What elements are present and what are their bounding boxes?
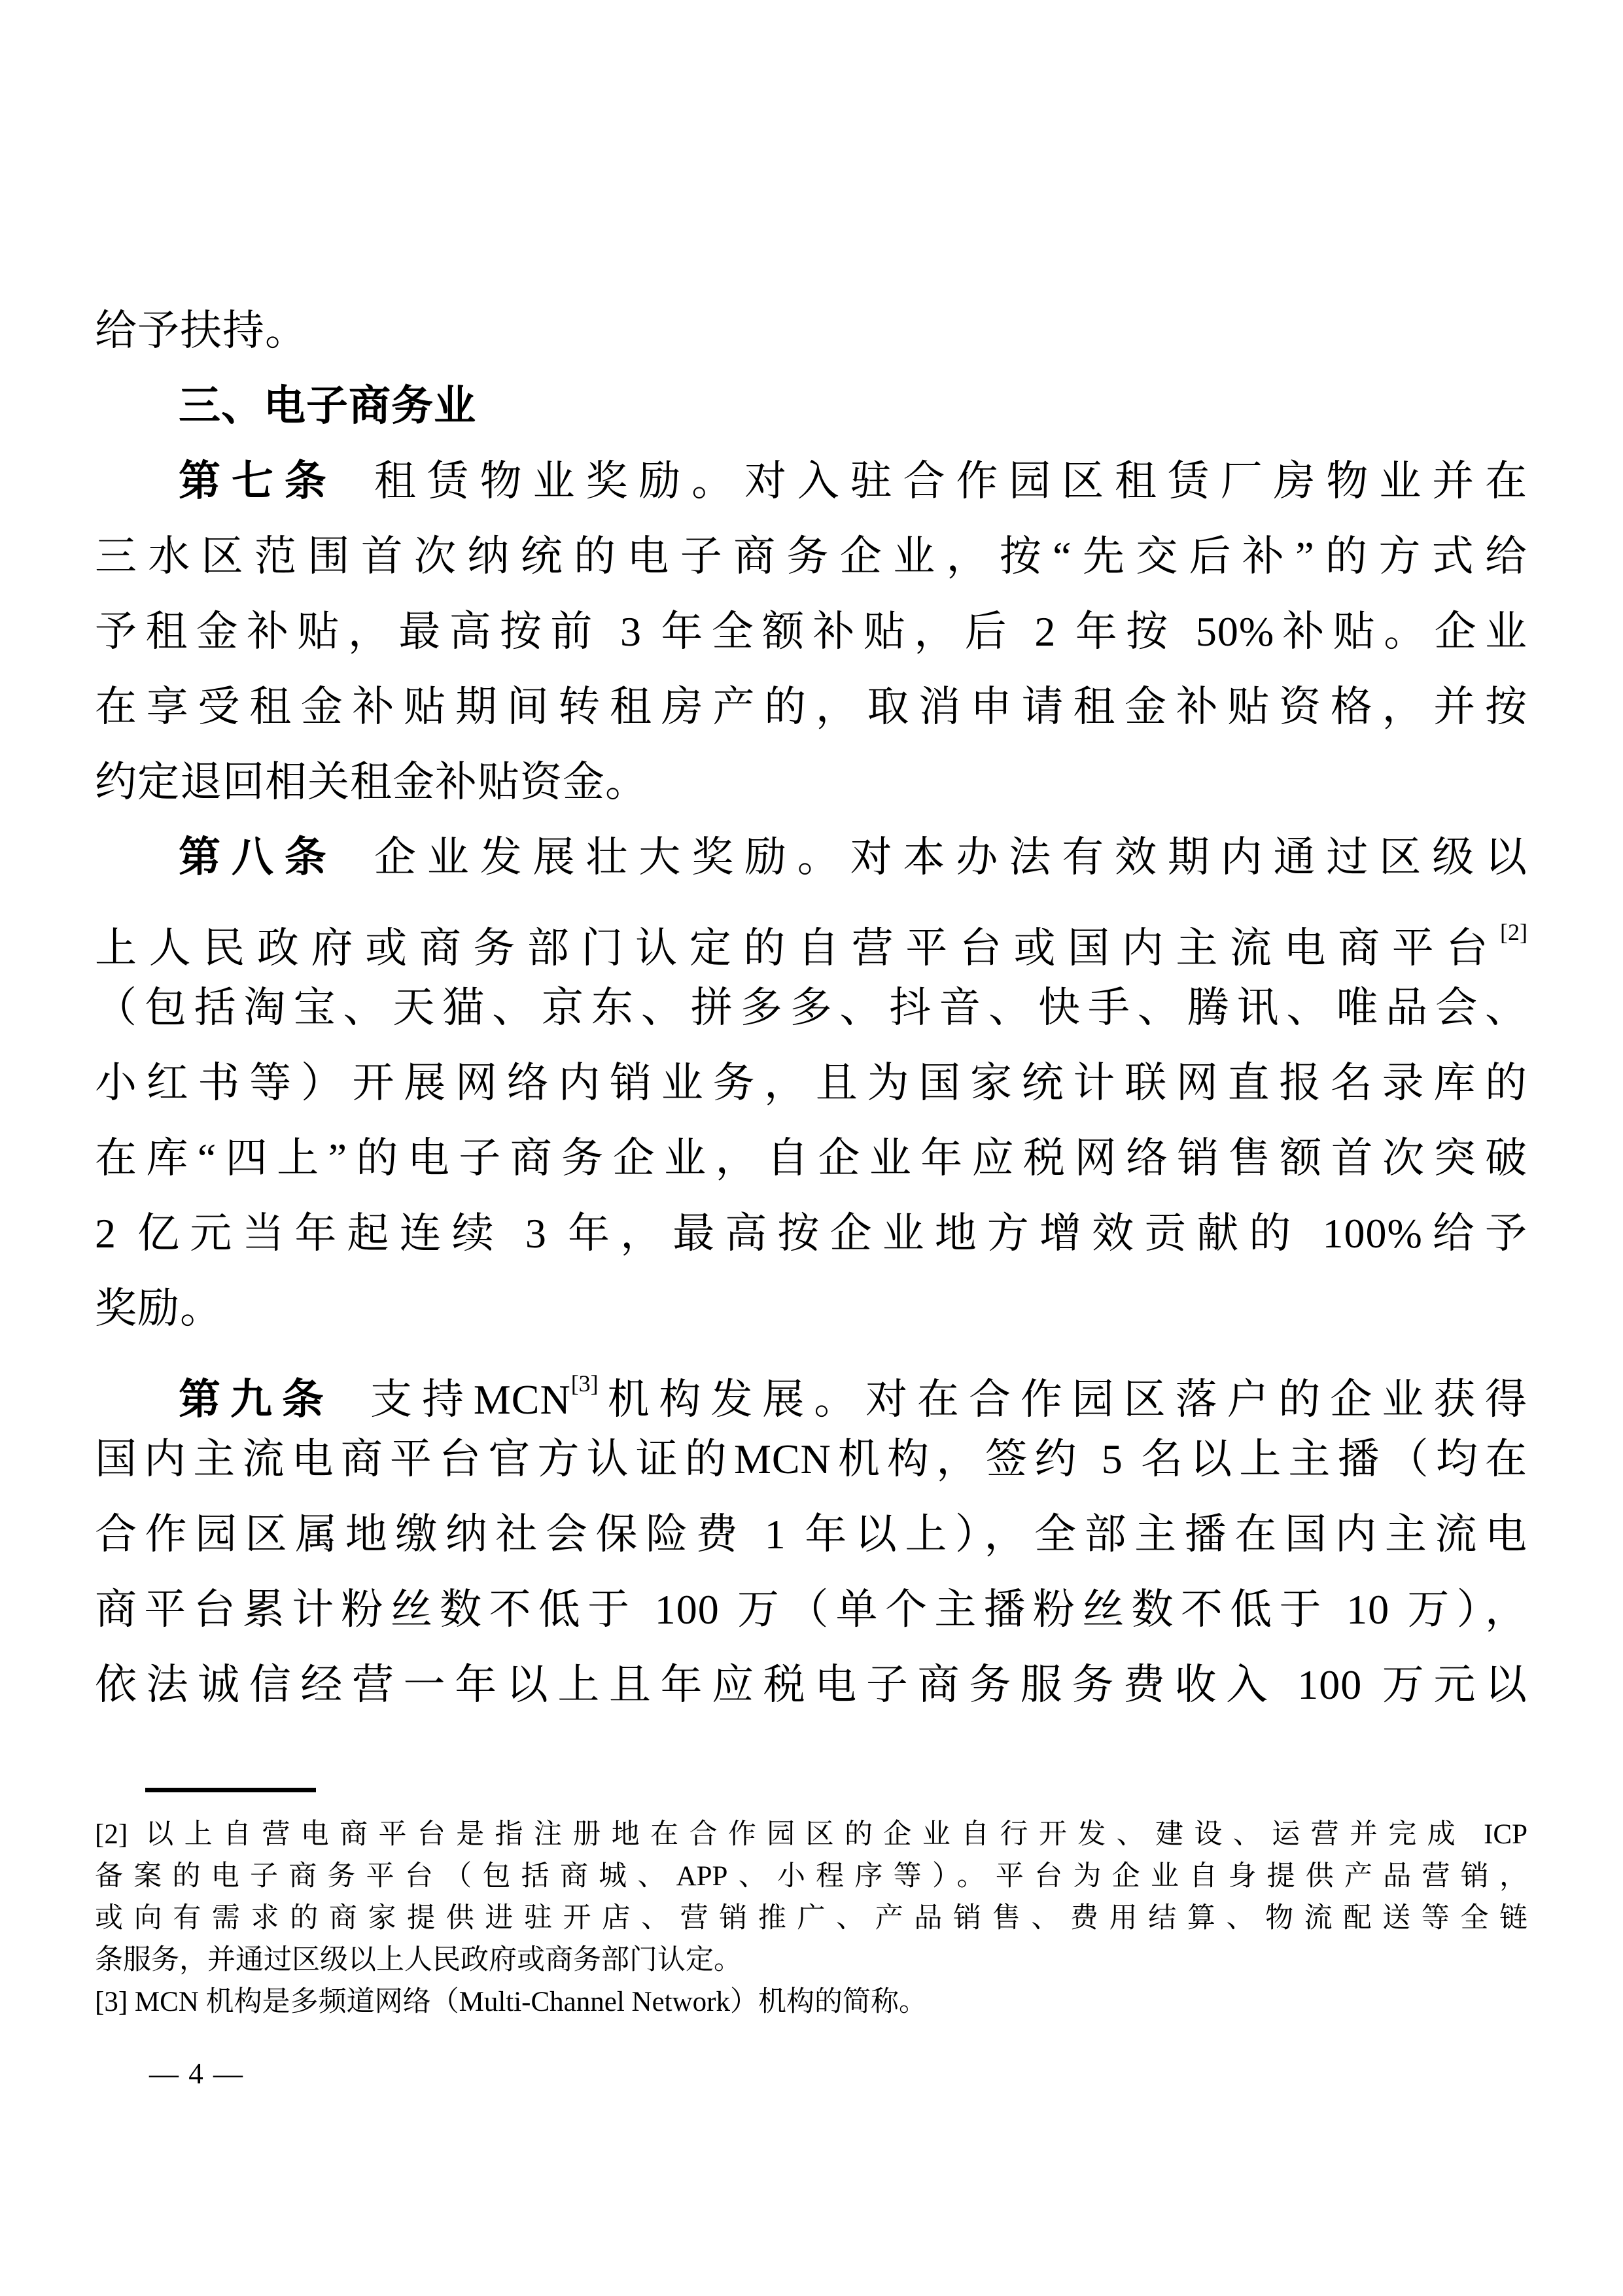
body-line-text: 三水区范围首次纳统的电子商务企业，按“先交后补”的方式给 [95,533,1527,580]
body-line [95,444,1527,519]
body-line-text: 上人民政府或商务部门认定的自营平台或国内主流电商平台 [95,925,1501,971]
body-line-text: 支持MCN [370,1376,571,1423]
body-line-text: 机构发展。对在合作园区落户的企业获得 [598,1376,1528,1423]
footnote-line [95,1981,1527,2023]
body-line [95,1121,1527,1196]
footnote-reference: [2] [1500,919,1527,945]
article-number: 第九条 [179,1376,334,1423]
body-line [95,293,1527,368]
page-number: — 4 — [149,2057,244,2090]
footnote-reference: [3] [570,1370,599,1397]
footnote-text: [2] 以上自营电商平台是指注册地在合作园区的企业自行开发、建设、运营并完成 ICP [95,1819,1527,1850]
body-line-text: （包括淘宝、天猫、京东、拼多多、抖音、快手、腾讯、唯品会、 [95,984,1527,1031]
body-line-text: 在享受租金补贴期间转租房产的，取消申请租金补贴资格，并按 [95,684,1527,730]
section-heading [95,368,1527,444]
body-line-text: 依法诚信经营一年以上且年应税电子商务服务费收入 100 万元以 [95,1661,1527,1708]
body-line [95,1421,1527,1497]
footnote-separator [145,1788,316,1792]
body-line [95,1346,1527,1421]
body-line [95,1497,1527,1572]
footnote-line [95,1939,1527,1981]
body-line [95,669,1527,744]
document-body [95,293,1527,1722]
body-line-text: 予租金补贴，最高按前 3 年全额补贴，后 2 年按 50%补贴。企业 [95,608,1527,655]
body-line [95,1647,1527,1722]
body-line [95,519,1527,594]
body-line [95,1196,1527,1271]
section-heading-text: 三、电子商务业 [179,382,476,429]
footnotes [95,1814,1527,2023]
body-line-text: 约定退回相关租金补贴资金。 [95,759,648,805]
body-line [95,1045,1527,1121]
body-line-text: 奖励。 [95,1285,222,1332]
body-line-text: 商平台累计粉丝数不低于 100 万（单个主播粉丝数不低于 10 万）， [95,1586,1527,1633]
footnote-text: 或向有需求的商家提供进驻开店、营销推广、产品销售、费用结算、物流配送等全链 [95,1903,1527,1934]
body-line-text: 租赁物业奖励。对入驻合作园区租赁厂房物业并在 [374,458,1528,504]
footnote-line [95,1856,1527,1898]
article-number: 第八条 [179,833,338,880]
body-line [95,970,1527,1045]
footnote-text: 条服务，并通过区级以上人民政府或商务部门认定。 [95,1945,742,1975]
body-line-text: 在库“四上”的电子商务企业，自企业年应税网络销售额首次突破 [95,1135,1527,1181]
body-line [95,1572,1527,1647]
article-number: 第七条 [179,457,338,504]
body-line-text: 小红书等）开展网络内销业务，且为国家统计联网直报名录库的 [95,1060,1527,1106]
body-line [95,820,1527,895]
footnote-text: 备案的电子商务平台（包括商城、APP、小程序等）。平台为企业自身提供产品营销， [95,1861,1527,1892]
body-line-text: 国内主流电商平台官方认证的MCN机构，签约 5 名以上主播（均在 [95,1436,1527,1482]
body-line-text: 企业发展壮大奖励。对本办法有效期内通过区级以 [374,834,1528,880]
body-line [95,744,1527,820]
body-line-text: 合作园区属地缴纳社会保险费 1 年以上），全部主播在国内主流电 [95,1511,1527,1557]
footnote-text: [3] MCN 机构是多频道网络（Multi-Channel Network）机构的简称。 [95,1987,928,2017]
body-line-text: 给予扶持。 [95,307,307,354]
footnote-line [95,1898,1527,1939]
footnote-line [95,1814,1527,1856]
body-line [95,594,1527,669]
body-line [95,1271,1527,1346]
body-line [95,895,1527,970]
body-line-text: 2 亿元当年起连续 3 年，最高按企业地方增效贡献的 100%给予 [95,1210,1527,1257]
